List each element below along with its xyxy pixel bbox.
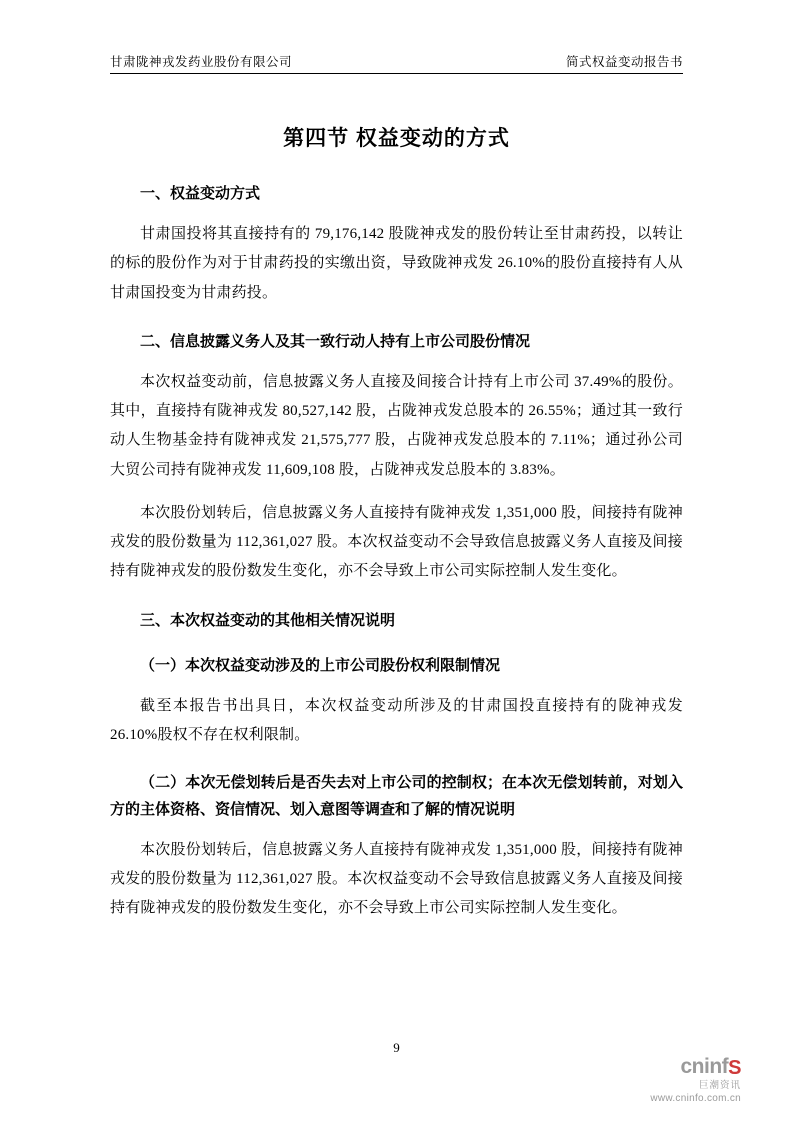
page-title: 第四节 权益变动的方式 bbox=[283, 127, 510, 150]
subsection-heading-3-1: （一）本次权益变动涉及的上市公司股份权利限制情况 bbox=[140, 656, 501, 674]
subsection-3-2-paragraph-1: 本次股份划转后，信息披露义务人直接持有陇神戎发 1,351,000 股，间接持有陇神戎发的股份数量为 112,361,027 股。本次权益变动不会导致信息披露义务人直接及间接持有陇神戎发的股份数发生变化，亦不会导致上市公司实际控制人发生变化。 bbox=[110, 841, 683, 917]
subsection-3-1-paragraph-1: 截至本报告书出具日，本次权益变动所涉及的甘肃国投直接持有的陇神戎发 26.10%股权不存在权利限制。 bbox=[110, 697, 683, 743]
section-heading-2: 二、信息披露义务人及其一致行动人持有上市公司股份情况 bbox=[140, 332, 531, 350]
section-2-paragraph-2: 本次股份划转后，信息披露义务人直接持有陇神戎发 1,351,000 股，间接持有陇神戎发的股份数量为 112,361,027 股。本次权益变动不会导致信息披露义务人直接及间接持有陇神戎发的股份数发生变化，亦不会导致上市公司实际控制人发生变化。 bbox=[110, 504, 683, 580]
footer-brand-name: cninf bbox=[680, 1055, 729, 1079]
footer-brand-cn-name: 巨潮资讯 bbox=[698, 1079, 741, 1091]
header-document-type: 简式权益变动报告书 bbox=[565, 55, 683, 69]
running-header bbox=[110, 52, 683, 74]
cninfo-logo bbox=[650, 1055, 741, 1104]
footer-url: www.cninfo.com.cn bbox=[650, 1092, 741, 1104]
footer-brand-swoosh-icon: S bbox=[728, 1057, 741, 1080]
section-heading-1: 一、权益变动方式 bbox=[140, 185, 261, 202]
section-heading-3: 三、本次权益变动的其他相关情况说明 bbox=[140, 611, 396, 629]
section-1-paragraph-1: 甘肃国投将其直接持有的 79,176,142 股陇神戎发的股份转让至甘肃药投，以转让的标的股份作为对于甘肃药投的实缴出资，导致陇神戎发 26.10%的股份直接持有人从甘肃国投变为甘肃药投。 bbox=[110, 226, 683, 301]
subsection-heading-3-2: （二）本次无偿划转后是否失去对上市公司的控制权；在本次无偿划转前，对划入方的主体资格、资信情况、划入意图等调查和了解的情况说明 bbox=[110, 774, 683, 818]
section-2-paragraph-1: 本次权益变动前，信息披露义务人直接及间接合计持有上市公司 37.49%的股份。其中，直接持有陇神戎发 80,527,142 股，占陇神戎发总股本的 26.55%；通过其一致行动人生物基金持有陇神戎发 21,575,777 股，占陇神戎发总股本的 7.11%；通过孙公司大贸公司持有陇神戎发 11,609,108 股，占陇神戎发总股本的 3.83%。 bbox=[110, 373, 683, 478]
header-company-name: 甘肃陇神戎发药业股份有限公司 bbox=[110, 55, 293, 69]
footer-brand-text bbox=[650, 1055, 741, 1079]
page-number: 9 bbox=[393, 1040, 400, 1055]
